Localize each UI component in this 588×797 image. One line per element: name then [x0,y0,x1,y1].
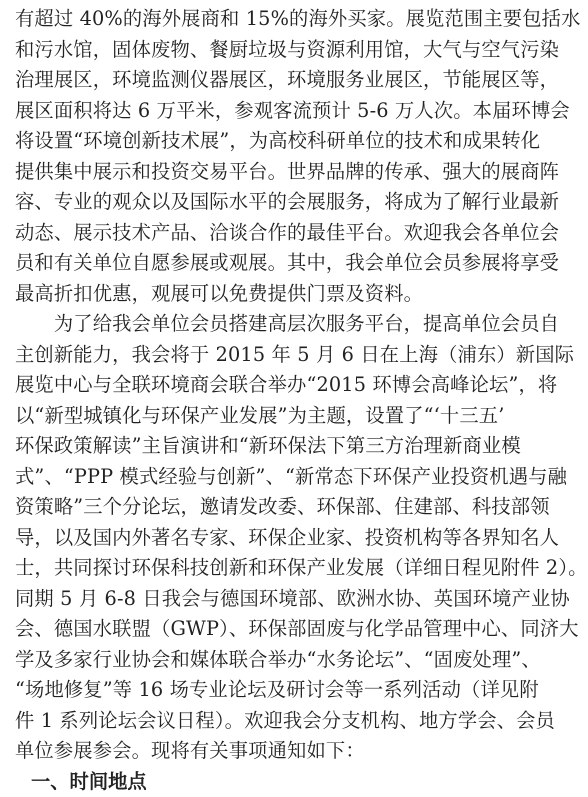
text-line: 展览中心与全联环境商会联合举办“2015 环博会高峰论坛”，将 [15,370,508,401]
text-line: 导，以及国内外著名专家、环保企业家、投资机构等各界知名人 [15,523,508,554]
text-line: 为了给我会单位会员搭建高层次服务平台，提高单位会员自 [15,309,508,340]
text-line: 式”、“PPP 模式经验与创新”、“新常态下环保产业投资机遇与融 [15,462,508,493]
text-line: 展区面积将达 6 万平米，参观客流预计 5-6 万人次。本届环博会 [15,96,508,127]
text-line: “场地修复”等 16 场专业论坛及研讨会等一系列活动（详见附 [15,675,508,706]
text-line: 员和有关单位自愿参展或观展。其中，我会单位会员参展将享受 [15,248,508,279]
text-line: 士，共同探讨环保科技创新和环保产业发展（详细日程见附件 2）。 [15,553,508,584]
text-line: 有超过 40%的海外展商和 15%的海外买家。展览范围主要包括水 [15,4,508,35]
text-line: 会、德国水联盟（GWP）、环保部固废与化学品管理中心、同济大 [15,614,508,645]
text-line: 件 1 系列论坛会议日程）。欢迎我会分支机构、地方学会、会员 [15,706,508,737]
text-line: 资策略”三个分论坛，邀请发改委、环保部、住建部、科技部领 [15,492,508,523]
text-line: 学及多家行业协会和媒体联合举办“水务论坛”、“固废处理”、 [15,645,508,676]
text-line: 同期 5 月 6-8 日我会与德国环境部、欧洲水协、英国环境产业协 [15,584,508,615]
section-heading: 一、时间地点 [15,767,508,797]
text-line: 治理展区，环境监测仪器展区，环境服务业展区，节能展区等， [15,65,508,96]
text-line: 容、专业的观众以及国际水平的会展服务，将成为了解行业最新 [15,187,508,218]
text-line: 将设置“环境创新技术展”，为高校科研单位的技术和成果转化 [15,126,508,157]
text-line: 提供集中展示和投资交易平台。世界品牌的传承、强大的展商阵 [15,157,508,188]
text-line: 动态、展示技术产品、洽谈合作的最佳平台。欢迎我会各单位会 [15,218,508,249]
text-line: 单位参展参会。现将有关事项通知如下： [15,736,508,767]
text-line: 环保政策解读”主旨演讲和“新环保法下第三方治理新商业模 [15,431,508,462]
text-line: 以“新型城镇化与环保产业发展”为主题，设置了“‘十三五’ [15,401,508,432]
text-line: 和污水馆，固体废物、餐厨垃圾与资源利用馆，大气与空气污染 [15,35,508,66]
text-line: 最高折扣优惠，观展可以免费提供门票及资料。 [15,279,508,310]
text-line: 主创新能力，我会将于 2015 年 5 月 6 日在上海（浦东）新国际 [15,340,508,371]
